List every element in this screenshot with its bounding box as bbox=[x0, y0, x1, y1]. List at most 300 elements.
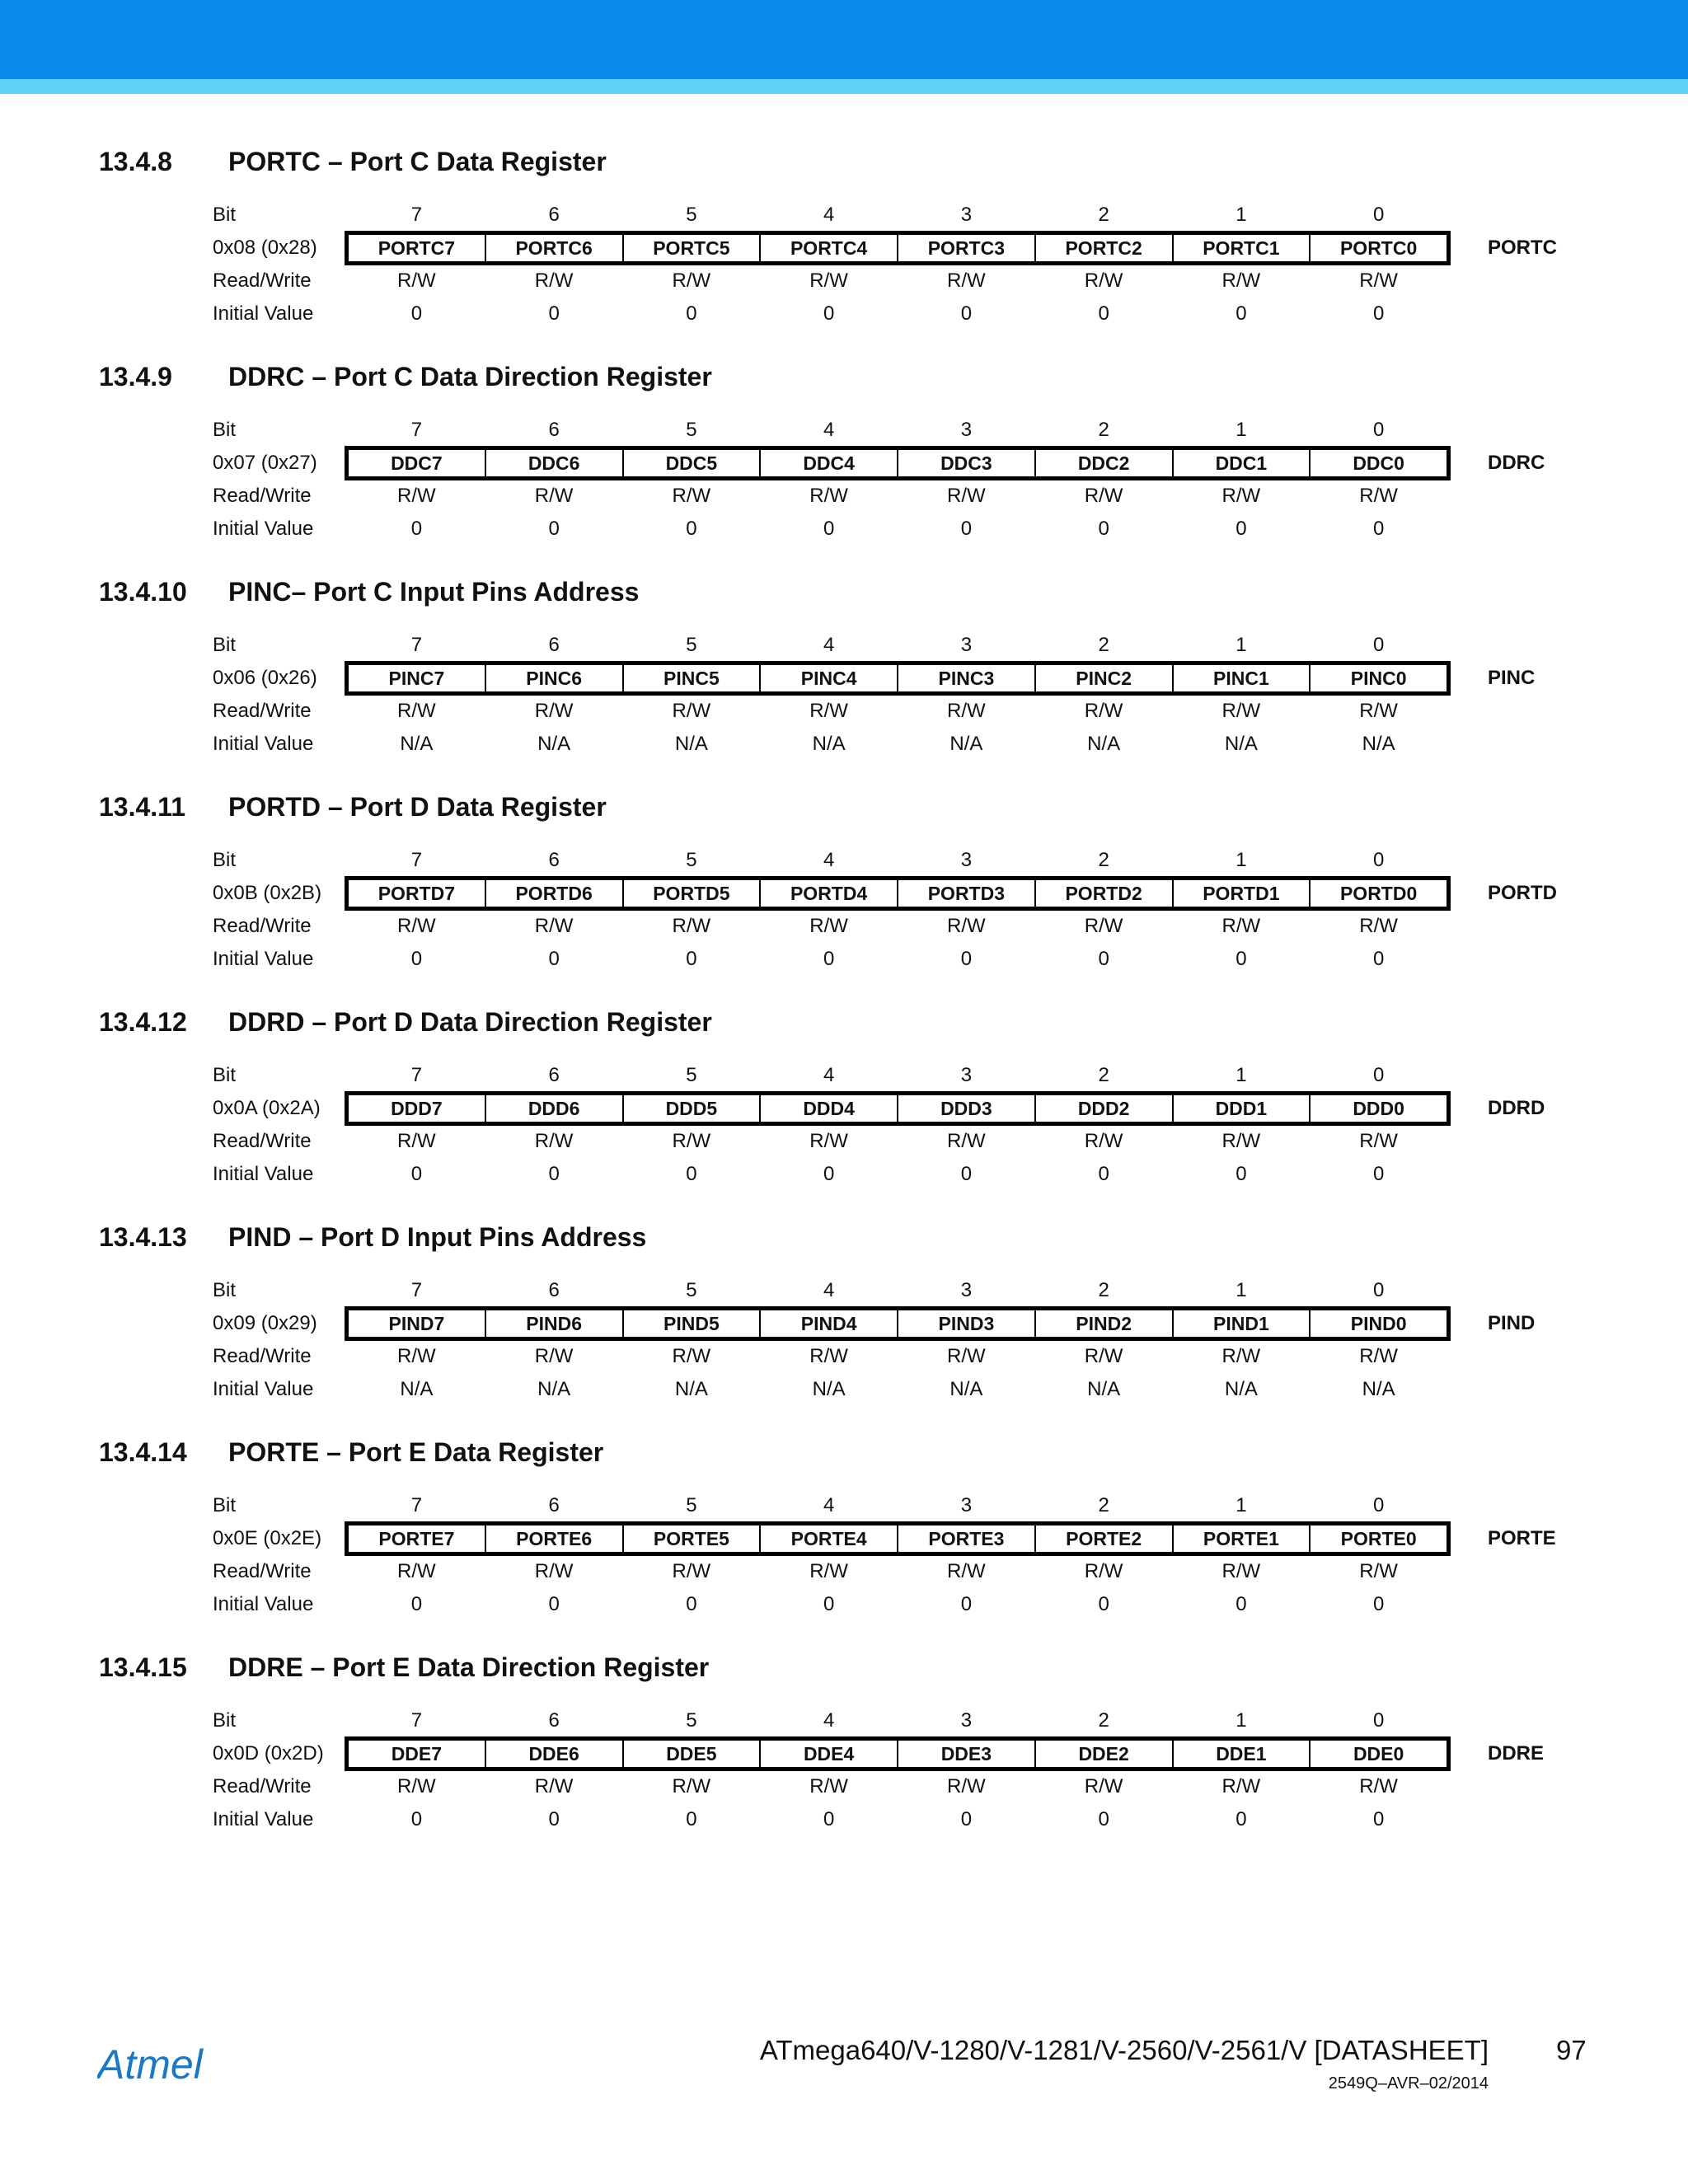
register-name: PINC bbox=[1488, 667, 1536, 689]
read-write-value: R/W bbox=[397, 1130, 436, 1152]
read-write-row bbox=[348, 1344, 1447, 1369]
read-write-value: R/W bbox=[947, 1345, 986, 1367]
initial-value: N/A bbox=[1224, 1378, 1258, 1400]
register-address: 0x06 (0x26) bbox=[213, 667, 317, 689]
bit-number-row bbox=[348, 848, 1447, 873]
initial-value-label: Initial Value bbox=[213, 1378, 314, 1400]
bit-number: 6 bbox=[548, 1064, 560, 1086]
bit-number: 3 bbox=[960, 634, 973, 656]
initial-value-row bbox=[348, 947, 1447, 972]
register-bit-name: PINC4 bbox=[759, 665, 897, 691]
bit-number: 4 bbox=[823, 1064, 835, 1086]
read-write-value: R/W bbox=[947, 485, 986, 507]
bit-number: 4 bbox=[823, 419, 835, 441]
initial-value: 0 bbox=[548, 518, 560, 540]
initial-value: 0 bbox=[1372, 1808, 1385, 1830]
initial-value: N/A bbox=[1362, 1378, 1395, 1400]
section-title: DDRD – Port D Data Direction Register bbox=[228, 1007, 712, 1037]
bit-label: Bit bbox=[213, 1064, 237, 1086]
read-write-value: R/W bbox=[1221, 700, 1261, 722]
register-bit-name: DDC1 bbox=[1172, 450, 1310, 476]
initial-value: 0 bbox=[1372, 948, 1385, 970]
bit-number: 1 bbox=[1236, 1709, 1247, 1732]
register-bit-box bbox=[345, 661, 1451, 696]
register-name: PIND bbox=[1488, 1312, 1536, 1334]
read-write-label: Read/Write bbox=[213, 1130, 312, 1152]
initial-value: N/A bbox=[400, 733, 434, 755]
read-write-value: R/W bbox=[809, 700, 848, 722]
initial-value: 0 bbox=[1236, 948, 1247, 970]
initial-value: 0 bbox=[1098, 1163, 1109, 1185]
read-write-value: R/W bbox=[672, 269, 711, 292]
bit-number: 7 bbox=[410, 849, 423, 871]
register-bit-name: PIND1 bbox=[1172, 1310, 1310, 1337]
read-write-value: R/W bbox=[672, 1775, 711, 1797]
read-write-value: R/W bbox=[809, 1560, 848, 1582]
read-write-value: R/W bbox=[1221, 1560, 1261, 1582]
read-write-value: R/W bbox=[1221, 915, 1261, 937]
register-bit-name: PORTE6 bbox=[485, 1526, 622, 1552]
register-bit-name: DDC0 bbox=[1309, 450, 1447, 476]
initial-value: 0 bbox=[548, 1593, 560, 1615]
read-write-value: R/W bbox=[397, 485, 436, 507]
bit-number: 3 bbox=[960, 1064, 973, 1086]
initial-value: 0 bbox=[686, 1808, 697, 1830]
register-bit-name: DDE3 bbox=[897, 1741, 1034, 1767]
bit-number: 4 bbox=[823, 634, 835, 656]
bit-number: 3 bbox=[960, 849, 973, 871]
read-write-value: R/W bbox=[1221, 485, 1261, 507]
read-write-value: R/W bbox=[947, 1775, 986, 1797]
register-bit-name: DDD5 bbox=[622, 1095, 760, 1122]
register-bit-name: PINC0 bbox=[1309, 665, 1447, 691]
read-write-value: R/W bbox=[534, 485, 574, 507]
read-write-row bbox=[348, 1129, 1447, 1154]
read-write-value: R/W bbox=[672, 1130, 711, 1152]
read-write-value: R/W bbox=[1221, 269, 1261, 292]
bit-number: 0 bbox=[1372, 1709, 1385, 1732]
bit-label: Bit bbox=[213, 419, 237, 441]
register-bit-name: PORTD5 bbox=[622, 880, 760, 907]
initial-value: 0 bbox=[686, 518, 697, 540]
bit-number: 1 bbox=[1236, 204, 1247, 226]
initial-value: 0 bbox=[1236, 302, 1247, 325]
register-bit-name: PORTD2 bbox=[1034, 880, 1172, 907]
section-number: 13.4.12 bbox=[99, 1007, 187, 1037]
register-bit-name: PIND7 bbox=[388, 1313, 445, 1334]
initial-value: 0 bbox=[548, 948, 560, 970]
bit-label: Bit bbox=[213, 849, 237, 871]
read-write-value: R/W bbox=[809, 1130, 848, 1152]
initial-value: 0 bbox=[1372, 518, 1385, 540]
read-write-value: R/W bbox=[534, 1130, 574, 1152]
register-bit-box bbox=[345, 231, 1451, 265]
register-bit-name: PORTE4 bbox=[759, 1526, 897, 1552]
bit-number: 5 bbox=[686, 1709, 697, 1732]
read-write-value: R/W bbox=[1359, 700, 1398, 722]
bit-number: 6 bbox=[548, 204, 560, 226]
read-write-value: R/W bbox=[534, 700, 574, 722]
register-bit-name: DDD4 bbox=[759, 1095, 897, 1122]
read-write-value: R/W bbox=[534, 269, 574, 292]
bit-number: 2 bbox=[1098, 1709, 1109, 1732]
read-write-value: R/W bbox=[1084, 700, 1123, 722]
register-bit-name: PINC2 bbox=[1034, 665, 1172, 691]
initial-value: N/A bbox=[674, 733, 708, 755]
register-name: DDRC bbox=[1488, 452, 1545, 474]
read-write-value: R/W bbox=[1221, 1345, 1261, 1367]
read-write-value: R/W bbox=[947, 1560, 986, 1582]
register-bit-name: PIND2 bbox=[1034, 1310, 1172, 1337]
read-write-value: R/W bbox=[1359, 1775, 1398, 1797]
initial-value: 0 bbox=[960, 518, 973, 540]
read-write-value: R/W bbox=[1084, 485, 1123, 507]
register-section bbox=[0, 1005, 1688, 1221]
register-bit-box bbox=[345, 1736, 1451, 1771]
register-bit-name: DDD2 bbox=[1034, 1095, 1172, 1122]
initial-value: 0 bbox=[410, 948, 423, 970]
bit-number: 4 bbox=[823, 849, 835, 871]
initial-value: N/A bbox=[950, 733, 983, 755]
section-title: PINC– Port C Input Pins Address bbox=[228, 577, 640, 607]
bit-number: 2 bbox=[1098, 419, 1109, 441]
read-write-value: R/W bbox=[1084, 1345, 1123, 1367]
read-write-value: R/W bbox=[1221, 1775, 1261, 1797]
register-bit-name: PORTC1 bbox=[1172, 235, 1310, 261]
register-name: PORTE bbox=[1488, 1527, 1556, 1549]
read-write-row bbox=[348, 1559, 1447, 1584]
bit-label: Bit bbox=[213, 634, 237, 656]
register-bit-name: PORTD4 bbox=[759, 880, 897, 907]
section-number: 13.4.14 bbox=[99, 1437, 187, 1467]
bit-number-row bbox=[348, 633, 1447, 658]
bit-label: Bit bbox=[213, 1494, 237, 1516]
read-write-value: R/W bbox=[534, 1345, 574, 1367]
section-number: 13.4.10 bbox=[99, 577, 187, 607]
initial-value-row bbox=[348, 1162, 1447, 1187]
bit-number: 7 bbox=[410, 634, 423, 656]
read-write-value: R/W bbox=[947, 269, 986, 292]
register-bit-name: DDD1 bbox=[1172, 1095, 1310, 1122]
initial-value-label: Initial Value bbox=[213, 518, 314, 540]
read-write-value: R/W bbox=[1359, 1130, 1398, 1152]
read-write-value: R/W bbox=[672, 700, 711, 722]
read-write-value: R/W bbox=[1359, 1560, 1398, 1582]
read-write-value: R/W bbox=[809, 915, 848, 937]
read-write-value: R/W bbox=[809, 1345, 848, 1367]
section-title: PORTD – Port D Data Register bbox=[228, 792, 607, 822]
read-write-value: R/W bbox=[397, 1775, 436, 1797]
bit-number: 6 bbox=[548, 1494, 560, 1516]
read-write-label: Read/Write bbox=[213, 485, 312, 507]
initial-value-row bbox=[348, 1377, 1447, 1402]
initial-value-label: Initial Value bbox=[213, 1163, 314, 1185]
initial-value-row bbox=[348, 302, 1447, 326]
initial-value: 0 bbox=[1372, 302, 1385, 325]
initial-value-row bbox=[348, 1592, 1447, 1617]
header-stripe bbox=[0, 79, 1688, 94]
read-write-value: R/W bbox=[1359, 485, 1398, 507]
read-write-value: R/W bbox=[534, 915, 574, 937]
bit-number: 0 bbox=[1372, 1064, 1385, 1086]
read-write-value: R/W bbox=[1359, 915, 1398, 937]
bit-number: 5 bbox=[686, 204, 697, 226]
initial-value: 0 bbox=[960, 302, 973, 325]
register-bit-box bbox=[345, 1306, 1451, 1341]
bit-number: 7 bbox=[410, 204, 423, 226]
read-write-label: Read/Write bbox=[213, 700, 312, 722]
section-title: PORTE – Port E Data Register bbox=[228, 1437, 604, 1467]
bit-number: 4 bbox=[823, 1709, 835, 1732]
register-bit-name: PORTC7 bbox=[377, 237, 456, 259]
bit-number: 0 bbox=[1372, 419, 1385, 441]
register-bit-name: DDC2 bbox=[1034, 450, 1172, 476]
section-title: DDRC – Port C Data Direction Register bbox=[228, 362, 712, 391]
register-bit-name: PINC1 bbox=[1172, 665, 1310, 691]
document-revision: 2549Q–AVR–02/2014 bbox=[1328, 2074, 1489, 2093]
initial-value: 0 bbox=[686, 1163, 697, 1185]
bit-number: 0 bbox=[1372, 1279, 1385, 1301]
read-write-value: R/W bbox=[397, 700, 436, 722]
bit-number-row bbox=[348, 418, 1447, 443]
register-bit-name: PINC3 bbox=[897, 665, 1034, 691]
read-write-value: R/W bbox=[672, 485, 711, 507]
section-title: PIND – Port D Input Pins Address bbox=[228, 1222, 647, 1252]
initial-value-label: Initial Value bbox=[213, 948, 314, 970]
bit-number: 2 bbox=[1098, 204, 1109, 226]
section-number: 13.4.9 bbox=[99, 362, 172, 391]
register-bit-name: DDE2 bbox=[1034, 1741, 1172, 1767]
initial-value: N/A bbox=[400, 1378, 434, 1400]
bit-number: 2 bbox=[1098, 1064, 1109, 1086]
bit-number: 7 bbox=[410, 419, 423, 441]
register-bit-box bbox=[345, 446, 1451, 480]
section-number: 13.4.15 bbox=[99, 1652, 187, 1682]
bit-number: 2 bbox=[1098, 849, 1109, 871]
bit-number: 6 bbox=[548, 419, 560, 441]
register-address: 0x0E (0x2E) bbox=[213, 1527, 322, 1549]
register-bit-name: PORTC2 bbox=[1034, 235, 1172, 261]
bit-number: 5 bbox=[686, 1064, 697, 1086]
register-bit-name: PIND5 bbox=[622, 1310, 760, 1337]
initial-value: 0 bbox=[686, 1593, 697, 1615]
initial-value: 0 bbox=[410, 1808, 423, 1830]
section-title: PORTC – Port C Data Register bbox=[228, 147, 607, 176]
bit-label: Bit bbox=[213, 1709, 237, 1732]
read-write-label: Read/Write bbox=[213, 269, 312, 292]
bit-number: 1 bbox=[1236, 634, 1247, 656]
bit-number: 7 bbox=[410, 1709, 423, 1732]
bit-number: 6 bbox=[548, 1709, 560, 1732]
register-bit-name: PORTD6 bbox=[485, 880, 622, 907]
initial-value-row bbox=[348, 517, 1447, 541]
register-bit-name: DDE6 bbox=[485, 1741, 622, 1767]
bit-number: 3 bbox=[960, 204, 973, 226]
initial-value: N/A bbox=[812, 733, 846, 755]
bit-number-row bbox=[348, 1708, 1447, 1733]
read-write-label: Read/Write bbox=[213, 915, 312, 937]
initial-value: 0 bbox=[1098, 518, 1109, 540]
bit-number: 7 bbox=[410, 1064, 423, 1086]
register-section bbox=[0, 790, 1688, 1005]
initial-value-label: Initial Value bbox=[213, 302, 314, 325]
read-write-value: R/W bbox=[809, 1775, 848, 1797]
read-write-row bbox=[348, 484, 1447, 509]
bit-number: 2 bbox=[1098, 1494, 1109, 1516]
section-number: 13.4.8 bbox=[99, 147, 172, 176]
initial-value: 0 bbox=[410, 302, 423, 325]
bit-number: 2 bbox=[1098, 634, 1109, 656]
register-bit-name: PORTC0 bbox=[1309, 235, 1447, 261]
initial-value: 0 bbox=[686, 302, 697, 325]
initial-value: 0 bbox=[960, 1163, 973, 1185]
read-write-value: R/W bbox=[809, 485, 848, 507]
initial-value: 0 bbox=[960, 1808, 973, 1830]
read-write-value: R/W bbox=[1359, 269, 1398, 292]
initial-value: 0 bbox=[410, 518, 423, 540]
initial-value: N/A bbox=[537, 1378, 571, 1400]
register-bit-name: PORTD7 bbox=[377, 883, 456, 904]
register-bit-name: PIND4 bbox=[759, 1310, 897, 1337]
bit-number: 5 bbox=[686, 419, 697, 441]
bit-number: 1 bbox=[1236, 849, 1247, 871]
register-bit-name: DDD0 bbox=[1309, 1095, 1447, 1122]
bit-number: 1 bbox=[1236, 419, 1247, 441]
register-bit-name: DDC6 bbox=[485, 450, 622, 476]
initial-value: N/A bbox=[1087, 733, 1121, 755]
register-bit-name: PORTE3 bbox=[897, 1526, 1034, 1552]
register-name: DDRE bbox=[1488, 1742, 1545, 1765]
initial-value: 0 bbox=[1236, 1163, 1247, 1185]
register-bit-name: DDC5 bbox=[622, 450, 760, 476]
initial-value: 0 bbox=[548, 1163, 560, 1185]
initial-value: 0 bbox=[1098, 1808, 1109, 1830]
initial-value: 0 bbox=[823, 302, 835, 325]
bit-number: 7 bbox=[410, 1494, 423, 1516]
register-bit-name: PIND0 bbox=[1309, 1310, 1447, 1337]
register-bit-name: DDD7 bbox=[391, 1098, 443, 1119]
bit-number: 5 bbox=[686, 1279, 697, 1301]
initial-value: 0 bbox=[1098, 948, 1109, 970]
bit-number: 4 bbox=[823, 1494, 835, 1516]
register-bit-box bbox=[345, 876, 1451, 911]
bit-number: 1 bbox=[1236, 1279, 1247, 1301]
initial-value: 0 bbox=[1236, 518, 1247, 540]
bit-number: 3 bbox=[960, 1279, 973, 1301]
initial-value: 0 bbox=[548, 302, 560, 325]
initial-value: 0 bbox=[686, 948, 697, 970]
register-bit-name: DDC4 bbox=[759, 450, 897, 476]
initial-value: 0 bbox=[548, 1808, 560, 1830]
initial-value: 0 bbox=[823, 948, 835, 970]
read-write-value: R/W bbox=[1221, 1130, 1261, 1152]
initial-value: 0 bbox=[823, 1163, 835, 1185]
read-write-value: R/W bbox=[534, 1775, 574, 1797]
register-section bbox=[0, 1221, 1688, 1436]
register-bit-name: PORTC3 bbox=[897, 235, 1034, 261]
read-write-value: R/W bbox=[947, 700, 986, 722]
read-write-value: R/W bbox=[809, 269, 848, 292]
read-write-value: R/W bbox=[1084, 1560, 1123, 1582]
bit-number: 5 bbox=[686, 634, 697, 656]
bit-number: 0 bbox=[1372, 1494, 1385, 1516]
initial-value: 0 bbox=[1372, 1163, 1385, 1185]
read-write-label: Read/Write bbox=[213, 1560, 312, 1582]
register-bit-box bbox=[345, 1521, 1451, 1556]
read-write-value: R/W bbox=[672, 1345, 711, 1367]
read-write-value: R/W bbox=[397, 269, 436, 292]
read-write-row bbox=[348, 699, 1447, 724]
register-bit-name: PIND6 bbox=[485, 1310, 622, 1337]
bit-number: 4 bbox=[823, 1279, 835, 1301]
initial-value: 0 bbox=[1372, 1593, 1385, 1615]
register-section bbox=[0, 1436, 1688, 1651]
register-bit-name: PORTD1 bbox=[1172, 880, 1310, 907]
register-name: DDRD bbox=[1488, 1097, 1545, 1119]
bit-number: 5 bbox=[686, 1494, 697, 1516]
initial-value: 0 bbox=[823, 1593, 835, 1615]
register-bit-name: DDE1 bbox=[1172, 1741, 1310, 1767]
register-name: PORTC bbox=[1488, 237, 1557, 259]
register-bit-name: PORTC4 bbox=[759, 235, 897, 261]
bit-number: 3 bbox=[960, 1494, 973, 1516]
read-write-label: Read/Write bbox=[213, 1345, 312, 1367]
initial-value: 0 bbox=[1098, 302, 1109, 325]
initial-value: N/A bbox=[950, 1378, 983, 1400]
register-bit-name: DDD6 bbox=[485, 1095, 622, 1122]
register-bit-name: PORTE1 bbox=[1172, 1526, 1310, 1552]
initial-value: N/A bbox=[674, 1378, 708, 1400]
initial-value: 0 bbox=[1236, 1808, 1247, 1830]
initial-value-label: Initial Value bbox=[213, 1593, 314, 1615]
initial-value: N/A bbox=[1087, 1378, 1121, 1400]
register-bit-box bbox=[345, 1091, 1451, 1126]
register-bit-name: PORTE5 bbox=[622, 1526, 760, 1552]
initial-value: 0 bbox=[823, 518, 835, 540]
bit-number: 2 bbox=[1098, 1279, 1109, 1301]
register-bit-name: PORTE0 bbox=[1309, 1526, 1447, 1552]
initial-value-row bbox=[348, 1807, 1447, 1832]
read-write-value: R/W bbox=[397, 1560, 436, 1582]
register-name: PORTD bbox=[1488, 882, 1557, 904]
bit-number-row bbox=[348, 1063, 1447, 1088]
register-section bbox=[0, 1651, 1688, 1866]
initial-value-label: Initial Value bbox=[213, 733, 314, 755]
register-bit-name: PORTC5 bbox=[622, 235, 760, 261]
read-write-value: R/W bbox=[1359, 1345, 1398, 1367]
read-write-value: R/W bbox=[672, 1560, 711, 1582]
initial-value: 0 bbox=[1236, 1593, 1247, 1615]
bit-number: 7 bbox=[410, 1279, 423, 1301]
initial-value: 0 bbox=[823, 1808, 835, 1830]
register-address: 0x07 (0x27) bbox=[213, 452, 317, 474]
register-bit-name: PIND3 bbox=[897, 1310, 1034, 1337]
register-bit-name: DDD3 bbox=[897, 1095, 1034, 1122]
read-write-value: R/W bbox=[1084, 1775, 1123, 1797]
register-bit-name: PORTE7 bbox=[378, 1528, 455, 1549]
section-number: 13.4.13 bbox=[99, 1222, 187, 1252]
atmel-logo-mark bbox=[97, 2042, 241, 2088]
bit-label: Bit bbox=[213, 204, 237, 226]
initial-value: 0 bbox=[960, 1593, 973, 1615]
initial-value: N/A bbox=[1224, 733, 1258, 755]
header-banner bbox=[0, 0, 1688, 79]
register-section bbox=[0, 145, 1688, 360]
bit-label: Bit bbox=[213, 1279, 237, 1301]
bit-number-row bbox=[348, 1493, 1447, 1518]
bit-number: 6 bbox=[548, 849, 560, 871]
section-number: 13.4.11 bbox=[99, 792, 185, 822]
